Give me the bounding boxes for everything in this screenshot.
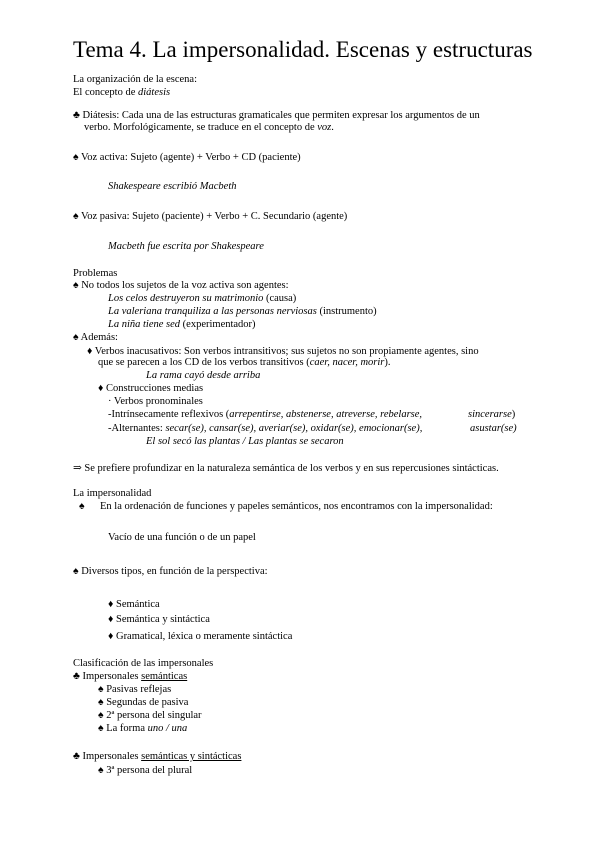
vacio-line: Vacío de una función o de un papel: [108, 532, 256, 543]
example-celos-note: (causa): [263, 293, 297, 304]
voz-pasiva-example: Macbeth fue escrita por Shakespeare: [108, 241, 264, 252]
alternantes-end: asustar(se): [470, 423, 517, 434]
impersonalidad-text: En la ordenación de funciones y papeles semánticos, nos encontramos con la impersonalidad:: [100, 501, 493, 512]
inac2-pre: que se parecen a los CD de los verbos transitivos (: [98, 357, 310, 368]
tipo-semantica: ♦ Semántica: [108, 599, 160, 610]
example-valeriana-text: La valeriana tranquiliza a las personas nerviosas: [108, 306, 317, 317]
diatesis-cont-term: voz: [317, 122, 332, 133]
segunda-persona: ♠ 2ª persona del singular: [98, 710, 202, 721]
impersonales-sem-sint-term: semánticas y sintácticas: [141, 751, 242, 762]
reflexivos-end: [468, 408, 515, 421]
page-title: Tema 4. La impersonalidad. Escenas y estructuras: [73, 37, 533, 62]
tipo-semantica-sintactica: ♦ Semántica y sintáctica: [108, 614, 210, 625]
impersonales-semanticas-prefix: ♣ Impersonales: [73, 671, 142, 682]
diatesis-cont-end: .: [331, 122, 334, 133]
alternantes-line: [108, 422, 422, 435]
clasificacion-heading: Clasificación de las impersonales: [73, 658, 214, 669]
inacusativos-line2: [98, 356, 391, 369]
reflexivos-post: ): [511, 409, 516, 420]
alternantes-example: El sol secó las plantas / Las plantas se secaron: [146, 436, 344, 447]
conclusion: ⇒ Se prefiere profundizar en la naturaleza semántica de los verbos y en sus repercusiones sintácticas.: [73, 463, 499, 474]
pasivas-reflejas: ♠ Pasivas reflejas: [98, 684, 172, 695]
reflexivos-verb-last: sincerarse: [468, 409, 512, 420]
verbos-pronominales: · Verbos pronominales: [108, 396, 203, 407]
impersonales-semanticas: [73, 670, 187, 683]
no-agentes: ♠ No todos los sujetos de la voz activa son agentes:: [73, 280, 289, 291]
voz-activa: ♠ Voz activa: Sujeto (agente) + Verbo + CD (paciente): [73, 152, 301, 163]
impersonalidad-heading: La impersonalidad: [73, 488, 152, 499]
org-heading: La organización de la escena:: [73, 74, 197, 85]
alternantes-pre: -Alternantes:: [108, 423, 166, 434]
impersonales-sem-sint-prefix: ♣ Impersonales: [73, 751, 142, 762]
example-celos-text: Los celos destruyeron su matrimonio: [108, 293, 264, 304]
example-nina-text: La niña tiene sed: [108, 319, 181, 330]
concept-line: [73, 86, 170, 99]
diatesis-cont-prefix: verbo. Morfológicamente, se traduce en el concepto de: [84, 122, 318, 133]
forma-uno: [98, 722, 187, 735]
reflexivos-line: [108, 408, 422, 421]
impersonales-semanticas-term: semánticas: [141, 671, 188, 682]
concept-term: diátesis: [138, 87, 171, 98]
concept-prefix: El concepto de: [73, 87, 139, 98]
inac2-post: ).: [384, 357, 391, 368]
impersonales-sem-sint: [73, 750, 241, 763]
problemas-heading: Problemas: [73, 268, 118, 279]
voz-pasiva: ♠ Voz pasiva: Sujeto (paciente) + Verbo + C. Secundario (agente): [73, 211, 348, 222]
example-valeriana: [108, 305, 377, 318]
example-valeriana-note: (instrumento): [316, 306, 377, 317]
alternantes-verbs: secar(se), cansar(se), averiar(se), oxidar(se), emocionar(se),: [165, 423, 423, 434]
inacusativos-line1: ♦ Verbos inacusativos: Son verbos intransitivos; sus sujetos no son propiamente agentes, sino: [87, 346, 479, 357]
inac2-verbs: caer, nacer, morir: [309, 357, 385, 368]
reflexivos-verbs: arrepentirse, abstenerse, atreverse, rebelarse,: [229, 409, 423, 420]
tipo-gramatical: ♦ Gramatical, léxica o meramente sintáctica: [108, 631, 293, 642]
impersonalidad-bullet: ♠: [79, 501, 85, 512]
example-nina: [108, 318, 256, 331]
reflexivos-pre: -Intrínsecamente reflexivos (: [108, 409, 230, 420]
example-nina-note: (experimentador): [180, 319, 256, 330]
voz-activa-example: Shakespeare escribió Macbeth: [108, 181, 237, 192]
diatesis-cont: [84, 121, 334, 134]
segundas-pasiva: ♠ Segundas de pasiva: [98, 697, 189, 708]
forma-uno-term: uno / una: [147, 723, 188, 734]
tercera-persona-plural: ♠ 3ª persona del plural: [98, 765, 193, 776]
forma-uno-pre: ♠ La forma: [98, 723, 148, 734]
diversos-tipos: ♠ Diversos tipos, en función de la perspectiva:: [73, 566, 268, 577]
ademas: ♠ Además:: [73, 332, 118, 343]
example-celos: [108, 292, 296, 305]
inacusativos-example: La rama cayó desde arriba: [146, 370, 261, 381]
construcciones-medias: ♦ Construcciones medias: [98, 383, 204, 394]
diatesis-line: ♣ Diátesis: Cada una de las estructuras gramaticales que permiten expresar los argumentos de un: [73, 110, 480, 121]
